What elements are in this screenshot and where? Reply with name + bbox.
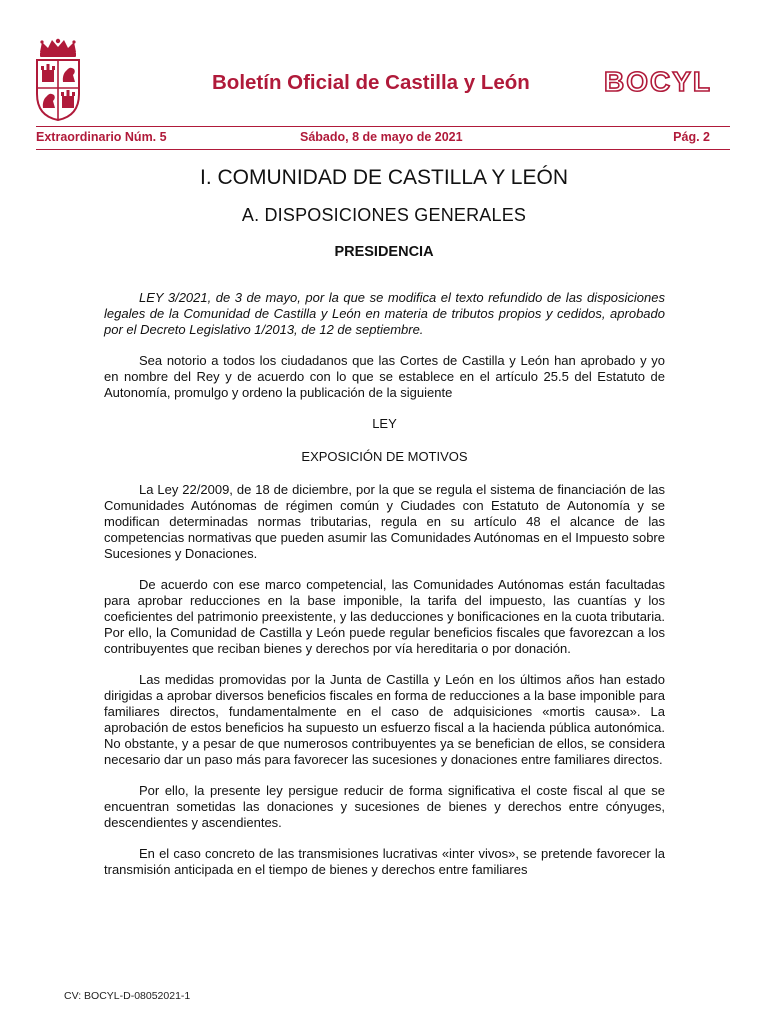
issue-bar-top-rule (36, 126, 730, 127)
issue-bar-bottom-rule (36, 149, 730, 150)
intro-paragraph: Sea notorio a todos los ciudadanos que las Cortes de Castilla y León han aprobado y yo en nombre del Rey y de acuerdo con lo que se establece en el artículo 25.5 del Estatuto de Autonomía, promulgo y ordeno la publicación de la siguiente (104, 353, 665, 400)
cv-code: CV: BOCYL-D-08052021-1 (64, 990, 191, 1002)
issue-number: Extraordinario Núm. 5 (36, 130, 167, 144)
issue-date: Sábado, 8 de mayo de 2021 (300, 130, 463, 144)
document-body (104, 290, 665, 893)
bulletin-title: Boletín Oficial de Castilla y León (212, 71, 530, 94)
body-paragraph: De acuerdo con ese marco competencial, las Comunidades Autónomas están facultadas para aprobar reducciones en la base imponible, la tarifa del impuesto, las cuantías y los coeficientes del patrimonio preexistente, y las deducciones y bonificaciones en la cuota tributaria. Por ello, la Comunidad de Castilla y León puede regular beneficios fiscales que favorezcan a los contribuyentes que reciban bienes y derechos por vía hereditaria o por donación. (104, 577, 665, 656)
law-title: LEY 3/2021, de 3 de mayo, por la que se modifica el texto refundido de las disposiciones legales de la Comunidad de Castilla y León en materia de tributos propios y cedidos, aprobado por el Decreto Legislativo 1/2013, de 12 de septiembre. (104, 290, 665, 337)
department-heading: PRESIDENCIA (334, 244, 434, 260)
body-paragraph: Por ello, la presente ley persigue reducir de forma significativa el coste fiscal al que se encuentran sometidas las donaciones y sucesiones de bienes y derechos entre cónyuges, descendientes y ascendientes. (104, 783, 665, 830)
subsection-heading: A. DISPOSICIONES GENERALES (241, 205, 527, 225)
ley-heading: LEY (372, 416, 397, 431)
page-number: Pág. 2 (673, 130, 710, 144)
bocyl-logo (602, 68, 730, 96)
motivos-heading: EXPOSICIÓN DE MOTIVOS (301, 449, 468, 464)
svg-text:BOCYL: BOCYL (604, 68, 712, 96)
section-heading: I. COMUNIDAD DE CASTILLA Y LEÓN (200, 166, 568, 189)
body-paragraph: Las medidas promovidas por la Junta de Castilla y León en los últimos años han estado dirigidas a aprobar diversos beneficios fiscales en forma de reducciones a la base imponible para familiares directos, fundamentalmente en el caso de adquisiciones «mortis causa». La aprobación de estos beneficios ha supuesto un esfuerzo fiscal a la hacienda pública autonómica. No obstante, y a pesar de que numerosos contribuyentes ya se benefician de ellos, se considera necesario dar un paso más para favorecer las sucesiones y donaciones entre familiares directos. (104, 672, 665, 767)
coat-of-arms-icon (34, 38, 82, 122)
body-paragraph: La Ley 22/2009, de 18 de diciembre, por la que se regula el sistema de financiación de las Comunidades Autónomas de régimen común y Ciudades con Estatuto de Autonomía y se modifican determinadas normas tributarias, regula en su artículo 48 el alcance de las competencias normativas que pueden asumir las Comunidades Autónomas en el Impuesto sobre Sucesiones y Donaciones. (104, 482, 665, 561)
body-paragraph: En el caso concreto de las transmisiones lucrativas «inter vivos», se pretende favorecer la transmisión anticipada en el tiempo de bienes y derechos entre familiares (104, 846, 665, 877)
